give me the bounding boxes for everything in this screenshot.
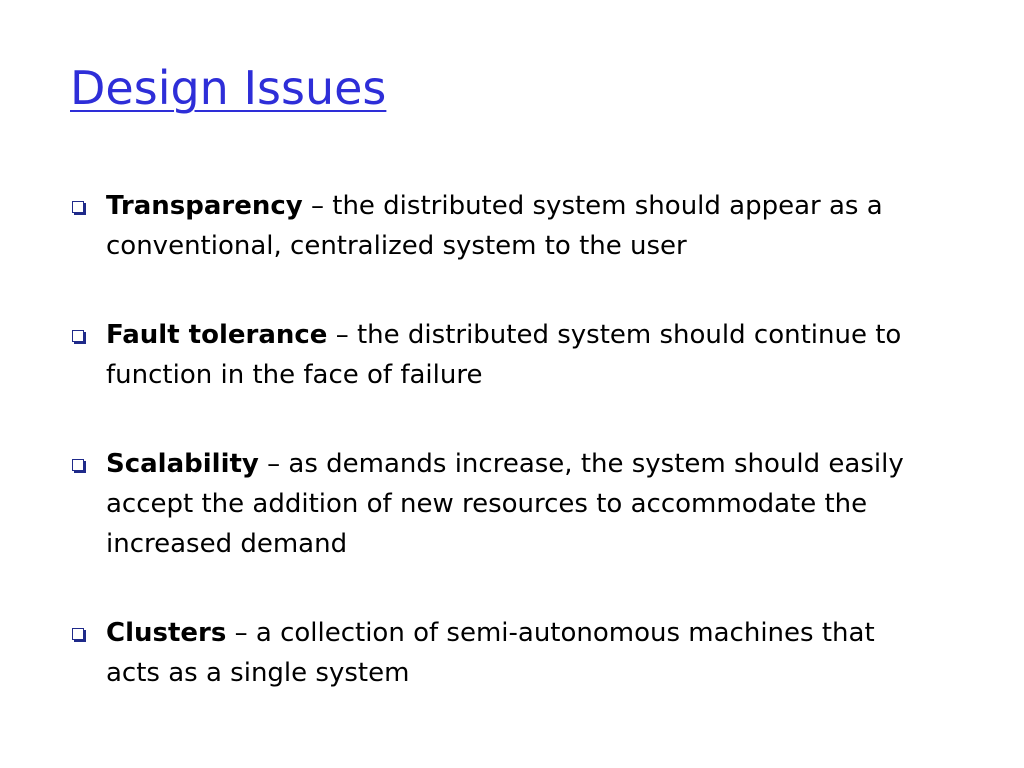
bullet-description: – as demands increase, the system should easily accept the addition of new resources to accommodate the increased demand (106, 449, 904, 559)
bullet-term: Transparency (106, 191, 303, 221)
hollow-square-bullet-icon (72, 628, 84, 640)
bullet-term: Clusters (106, 618, 227, 648)
bullet-item-fault-tolerance (72, 315, 932, 395)
bullet-description: – the distributed system should continue to function in the face of failure (106, 320, 902, 390)
bullet-text (106, 444, 932, 564)
bullet-item-scalability (72, 444, 932, 564)
slide-title: Design Issues (70, 61, 387, 115)
bullet-text (106, 186, 932, 266)
hollow-square-bullet-icon (72, 459, 84, 471)
bullet-description: – a collection of semi-autonomous machines that acts as a single system (106, 618, 875, 688)
bullet-text (106, 315, 932, 395)
hollow-square-bullet-icon (72, 201, 84, 213)
hollow-square-bullet-icon (72, 330, 84, 342)
bullet-term: Fault tolerance (106, 320, 328, 350)
bullet-text (106, 613, 932, 693)
bullet-description: – the distributed system should appear as a conventional, centralized system to the user (106, 191, 883, 261)
bullet-list (72, 186, 932, 742)
bullet-item-transparency (72, 186, 932, 266)
bullet-item-clusters (72, 613, 932, 693)
bullet-term: Scalability (106, 449, 259, 479)
